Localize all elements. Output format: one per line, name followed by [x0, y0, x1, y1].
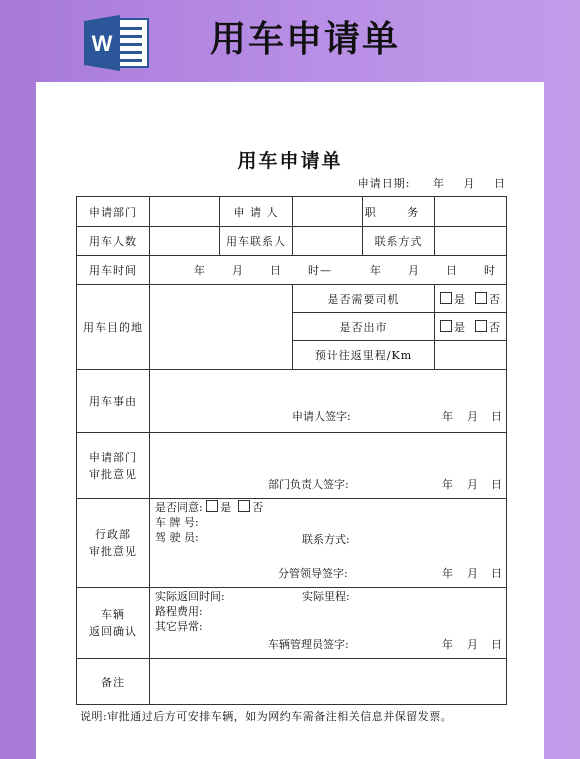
applicant-sign-label: 申请人签字: [292, 410, 351, 423]
other-issues-label: 其它异常: [155, 620, 203, 633]
out-city-yes-text: 是 [454, 320, 466, 334]
passenger-count-label: 用车人数 [77, 227, 150, 256]
fees-label: 路程费用: [155, 605, 203, 618]
need-driver-options [435, 285, 507, 313]
dept-approval-label-line1: 申请部门 [89, 450, 137, 464]
contact-person-field[interactable] [293, 227, 363, 256]
word-logo-icon [82, 13, 152, 73]
year-label: 年 [433, 177, 445, 190]
time-month-end: 月 [408, 264, 420, 277]
plate-label: 车 牌 号: [155, 516, 199, 529]
time-year-end: 年 [370, 264, 382, 277]
need-driver-yes-text: 是 [454, 292, 466, 306]
dept-month: 月 [467, 478, 478, 491]
reason-day: 日 [491, 410, 502, 423]
time-day-start: 日 [270, 264, 282, 277]
dept-head-sign-label: 部门负责人签字: [268, 478, 349, 491]
return-lines [155, 589, 225, 634]
return-month: 月 [467, 638, 478, 651]
position-field[interactable] [435, 197, 507, 227]
agree-no-checkbox[interactable] [238, 500, 250, 512]
reason-month: 月 [467, 410, 478, 423]
return-confirm-label-line1: 车辆 [101, 608, 125, 621]
admin-approval-label [77, 499, 150, 588]
leader-sign-label: 分管领导签字: [278, 567, 348, 580]
passenger-count-field[interactable] [150, 227, 220, 256]
actual-mileage-label: 实际里程: [302, 590, 350, 603]
remarks-label: 备注 [77, 659, 150, 705]
admin-approval-label-line1: 行政部 [95, 528, 131, 541]
document-page [36, 82, 544, 759]
admin-day: 日 [491, 567, 502, 580]
agree-yes-checkbox[interactable] [206, 500, 218, 512]
use-time-field[interactable] [150, 256, 507, 285]
mileage-label: 预计往返里程/Km [293, 341, 435, 370]
out-city-options [435, 313, 507, 341]
contact-method-label: 联系方式 [363, 227, 435, 256]
applicant-label: 申 请 人 [220, 197, 293, 227]
admin-year: 年 [442, 567, 453, 580]
dept-year: 年 [442, 478, 453, 491]
application-form-table [76, 196, 507, 705]
out-city-yes-checkbox[interactable] [440, 320, 452, 332]
reason-field[interactable] [150, 370, 507, 433]
applicant-field[interactable] [293, 197, 363, 227]
agree-label: 是否同意: [155, 501, 203, 514]
need-driver-no-checkbox[interactable] [475, 292, 487, 304]
destination-field[interactable] [150, 285, 293, 370]
out-city-no-checkbox[interactable] [475, 320, 487, 332]
contact-method-field[interactable] [435, 227, 507, 256]
return-confirm-label-line2: 返回确认 [89, 625, 137, 638]
dept-day: 日 [491, 478, 502, 491]
destination-label: 用车目的地 [77, 285, 150, 370]
time-month-start: 月 [232, 264, 244, 277]
vehicle-admin-sign-label: 车辆管理员签字: [268, 638, 349, 651]
admin-month: 月 [467, 567, 478, 580]
return-day: 日 [491, 638, 502, 651]
return-year: 年 [442, 638, 453, 651]
driver-label: 驾 驶 员: [155, 531, 199, 544]
need-driver-no-text: 否 [489, 292, 501, 306]
admin-approval-lines [155, 500, 263, 545]
dept-label: 申请部门 [77, 197, 150, 227]
dept-field[interactable] [150, 197, 220, 227]
apply-date-label: 申请日期: [357, 177, 411, 190]
return-confirm-label [77, 588, 150, 659]
time-day-end: 日 [446, 264, 458, 277]
footer-note: 说明:审批通过后方可安排车辆，如为网约车需备注相关信息并保留发票。 [80, 710, 453, 723]
need-driver-yes-checkbox[interactable] [440, 292, 452, 304]
mileage-field[interactable] [435, 341, 507, 370]
out-city-no-text: 否 [489, 320, 501, 334]
remarks-field[interactable] [150, 659, 507, 705]
need-driver-label: 是否需要司机 [293, 285, 435, 313]
apply-date [358, 175, 506, 191]
out-city-label: 是否出市 [293, 313, 435, 341]
reason-year: 年 [442, 410, 453, 423]
top-banner [0, 0, 580, 80]
use-time-text [150, 262, 506, 278]
return-confirm-field[interactable] [150, 588, 507, 659]
reason-label: 用车事由 [77, 370, 150, 433]
svg-text:W: W [91, 31, 113, 56]
time-hour-end: 时 [484, 264, 496, 277]
dept-approval-field[interactable] [150, 433, 507, 499]
document-title: 用车申请单 [237, 150, 343, 172]
agree-no-text: 否 [252, 501, 264, 514]
admin-contact-label: 联系方式: [302, 533, 350, 546]
time-year-start: 年 [194, 264, 206, 277]
position-label: 职 务 [363, 197, 435, 227]
admin-approval-field[interactable] [150, 499, 507, 588]
banner-title: 用车申请单 [210, 19, 401, 60]
use-time-label: 用车时间 [77, 256, 150, 285]
agree-yes-text: 是 [220, 501, 232, 514]
time-hour-start: 时— [308, 264, 332, 277]
admin-approval-label-line2: 审批意见 [89, 545, 137, 558]
day-label: 日 [494, 177, 506, 190]
month-label: 月 [463, 177, 476, 190]
contact-person-label: 用车联系人 [220, 227, 293, 256]
dept-approval-label-line2: 审批意见 [89, 467, 137, 481]
return-time-label: 实际返回时间: [155, 590, 225, 603]
dept-approval-label [77, 433, 150, 499]
